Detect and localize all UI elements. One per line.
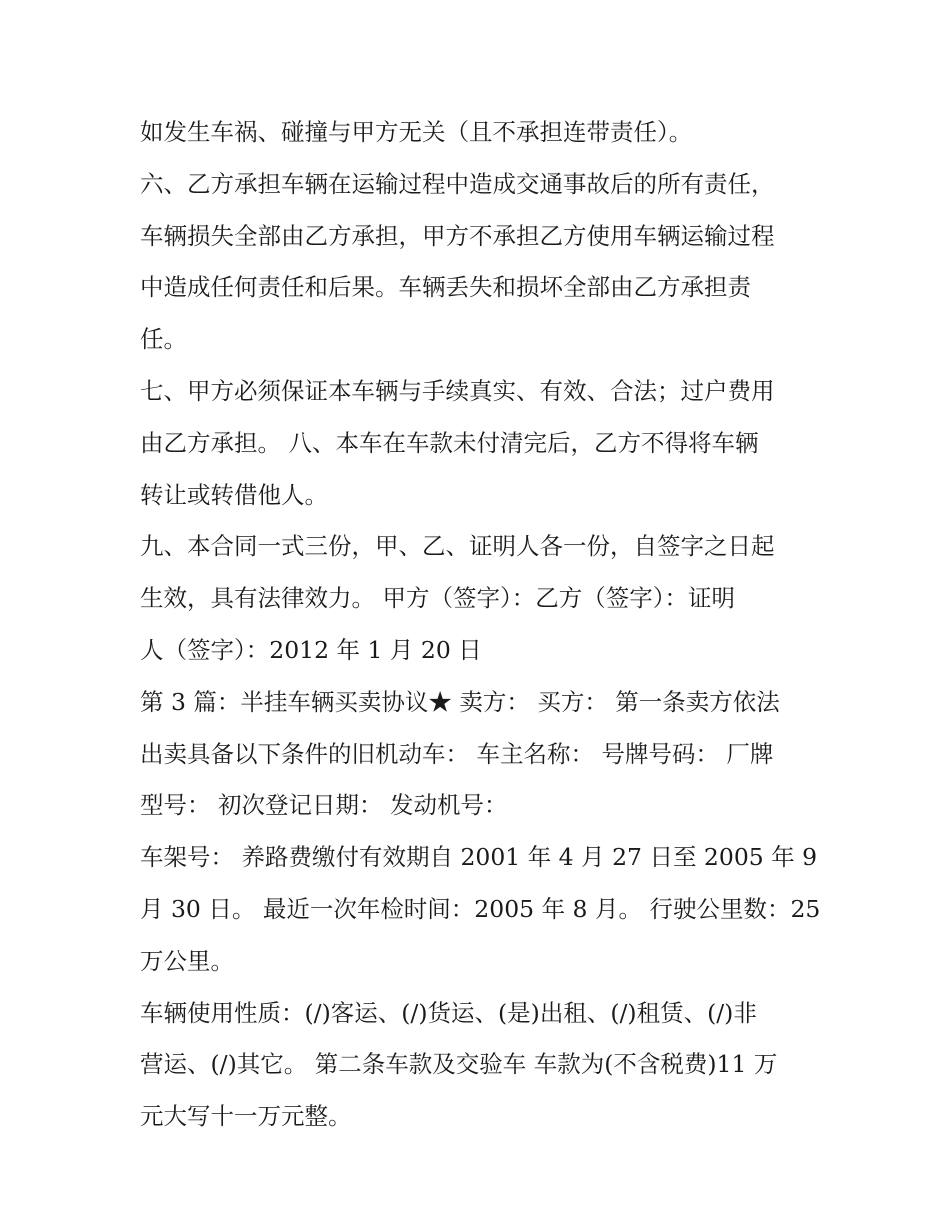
text-line: 生效，具有法律效力。 甲方（签字）：乙方（签字）：证明 bbox=[140, 584, 735, 613]
text-line: 营运、(/)其它。 第二条车款及交验车 车款为(不含税费)11 万 bbox=[140, 1050, 778, 1079]
text-line: 任。 bbox=[140, 325, 187, 354]
text-line: 第 3 篇：半挂车辆买卖协议★ 卖方： 买方： 第一条卖方依法 bbox=[140, 687, 780, 716]
text-line: 型号： 初次登记日期： 发动机号： bbox=[140, 791, 508, 820]
text-line: 六、乙方承担车辆在运输过程中造成交通事故后的所有责任， bbox=[140, 169, 775, 198]
text-line: 人（签字）：2012 年 1 月 20 日 bbox=[140, 635, 482, 664]
text-line: 九、本合同一式三份，甲、乙、证明人各一份，自签字之日起 bbox=[140, 532, 775, 561]
text-line: 车辆使用性质：(/)客运、(/)货运、(是)出租、(/)租赁、(/)非 bbox=[140, 998, 757, 1027]
text-line: 转让或转借他人。 bbox=[140, 480, 328, 509]
text-line: 由乙方承担。 八、本车在车款未付清完后，乙方不得将车辆 bbox=[140, 428, 759, 457]
text-line: 车架号： 养路费缴付有效期自 2001 年 4 月 27 日至 2005 年 9 bbox=[140, 843, 818, 872]
text-line: 元大写十一万元整。 bbox=[140, 1102, 352, 1131]
text-line: 如发生车祸、碰撞与甲方无关（且不承担连带责任）。 bbox=[140, 118, 693, 146]
text-line: 万公里。 bbox=[140, 946, 234, 975]
text-line: 出卖具备以下条件的旧机动车： 车主名称： 号牌号码： 厂牌 bbox=[140, 739, 774, 768]
text-line: 月 30 日。 最近一次年检时间：2005 年 8 月。 行驶公里数：25 bbox=[140, 894, 821, 923]
document-body bbox=[140, 107, 820, 1143]
text-line: 中造成任何责任和后果。车辆丢失和损坏全部由乙方承担责 bbox=[140, 273, 751, 302]
text-line: 七、甲方必须保证本车辆与手续真实、有效、合法；过户费用 bbox=[140, 376, 775, 405]
text-line: 车辆损失全部由乙方承担，甲方不承担乙方使用车辆运输过程 bbox=[140, 221, 775, 250]
